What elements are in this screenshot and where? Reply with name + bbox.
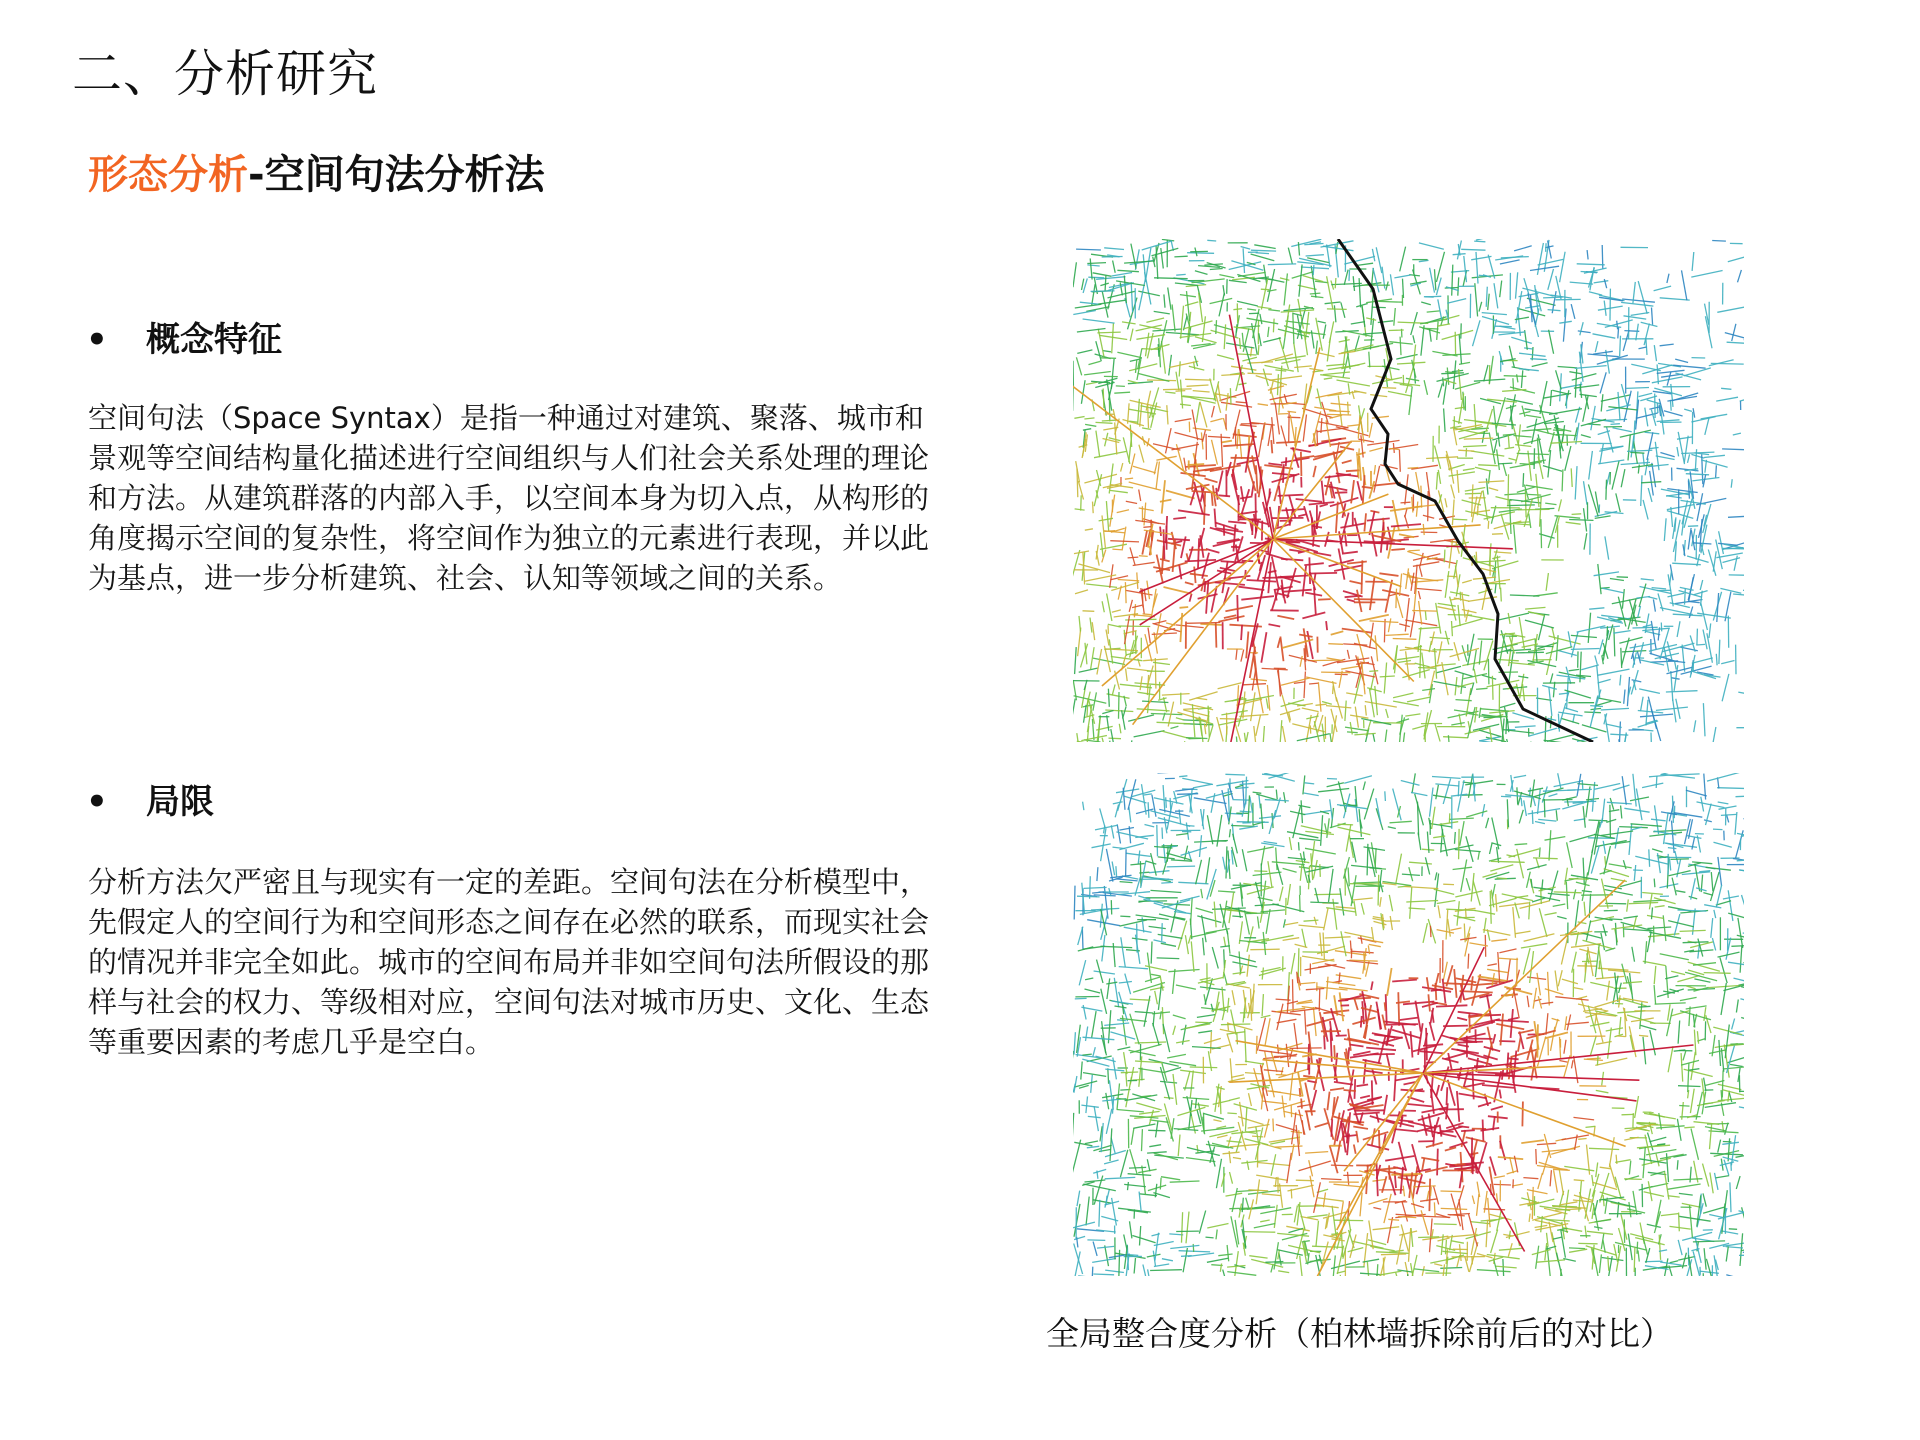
figure-caption: 全局整合度分析（柏林墙拆除前后的对比） xyxy=(1046,1314,1673,1353)
bullet-icon: • xyxy=(86,782,108,822)
section-heading-concept xyxy=(86,318,282,362)
limits-paragraph: 分析方法欠严密且与现实有一定的差距。空间句法在分析模型中，先假定人的空间行为和空间形态之间存在必然的联系，而现实社会的情况并非完全如此。城市的空间布局并非如空间句法所假设的那样与社会的权力、等级相对应，空间句法对城市历史、文化、生态等重要因素的考虑几乎是空白。 xyxy=(88,865,930,1059)
title-accent: 形态分析 xyxy=(88,152,248,198)
integration-map-before xyxy=(1073,239,1744,742)
section-title: 概念特征 xyxy=(146,320,282,360)
page-heading: 二、分析研究 xyxy=(72,45,378,103)
street-network-map xyxy=(1073,773,1744,1276)
section-heading-limits xyxy=(86,780,214,824)
bullet-icon: • xyxy=(86,320,108,360)
integration-map-after xyxy=(1073,773,1744,1276)
slide-title xyxy=(88,148,545,202)
street-network-map xyxy=(1073,239,1744,742)
section-title: 局限 xyxy=(146,782,214,822)
concept-paragraph: 空间句法（Space Syntax）是指一种通过对建筑、聚落、城市和景观等空间结构量化描述进行空间组织与人们社会关系处理的理论和方法。从建筑群落的内部入手，以空间本身为切入点，从构形的角度揭示空间的复杂性，将空间作为独立的元素进行表现，并以此为基点，进一步分析建筑、社会、认知等领域之间的关系。 xyxy=(88,401,930,595)
title-rest: -空间句法分析法 xyxy=(248,152,545,198)
